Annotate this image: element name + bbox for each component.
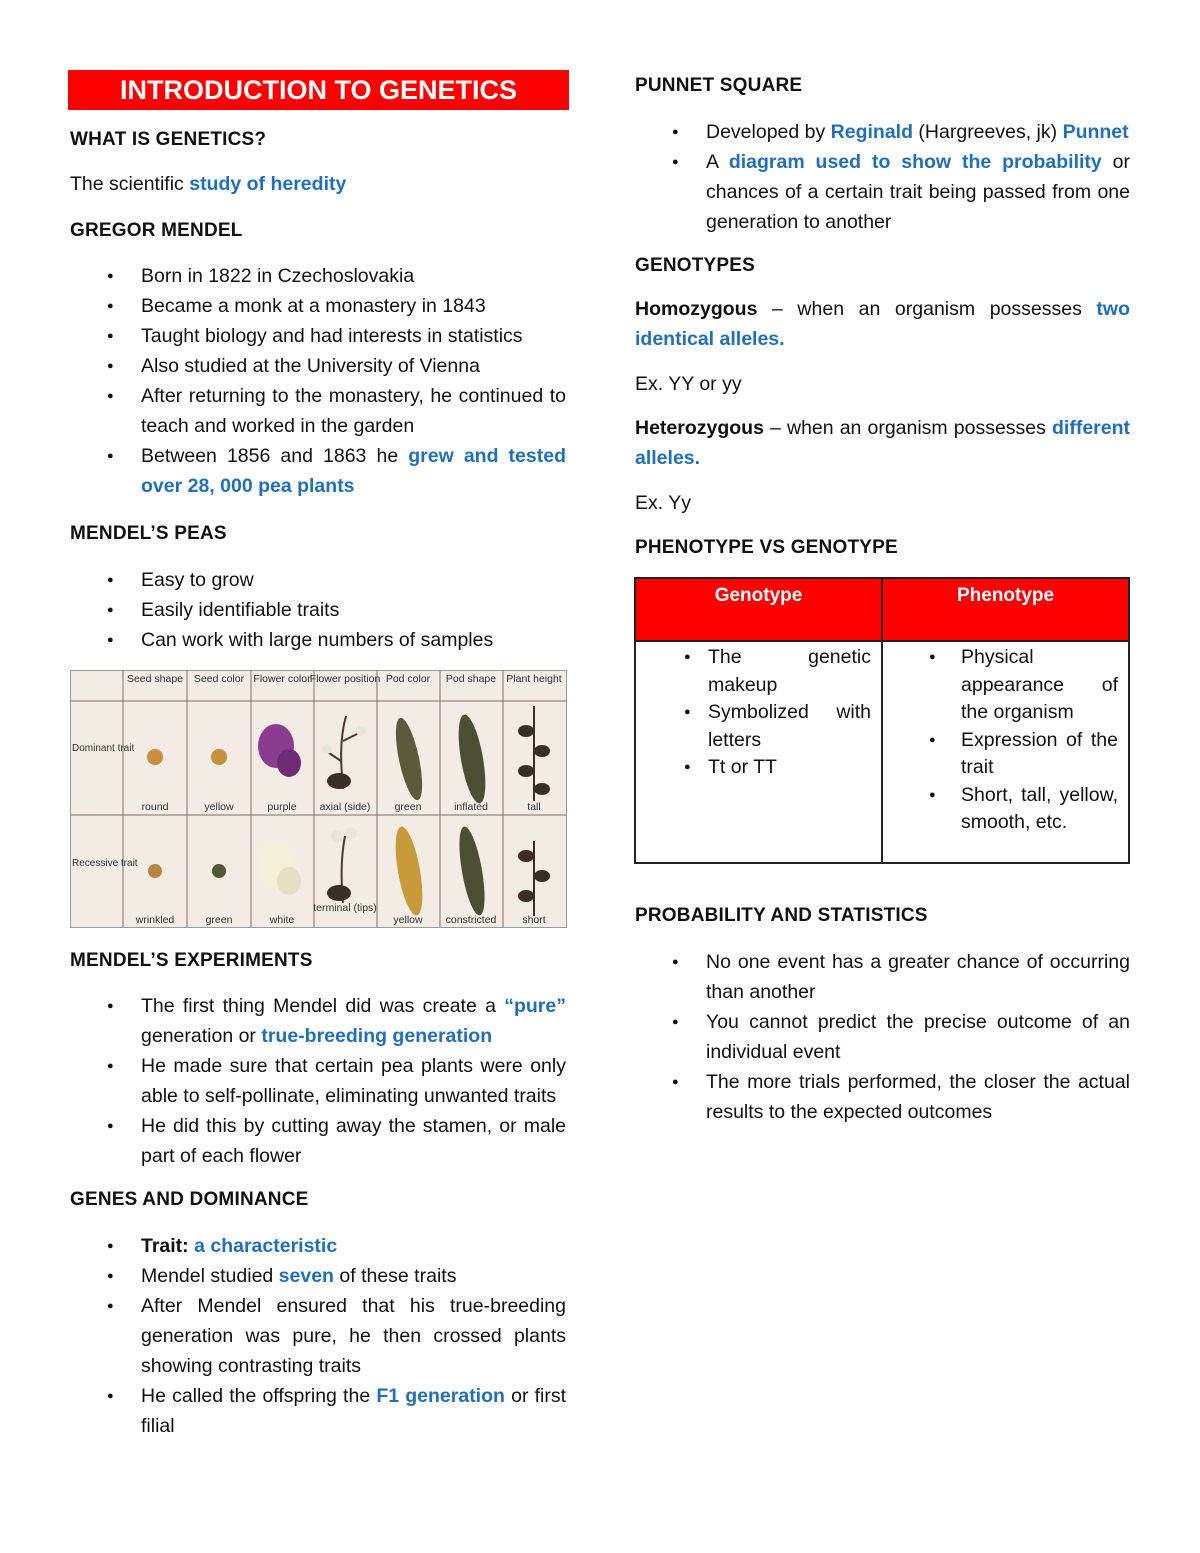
text-highlight: F1 generation <box>376 1385 505 1407</box>
fig-col-seed-shape: Seed shape <box>126 673 184 685</box>
trait-label: Trait: <box>141 1235 195 1257</box>
text-highlight: grew and tested over 28, 000 pea plants <box>141 445 566 497</box>
list-item: ● Born in 1822 in Czechoslovakia <box>70 261 566 291</box>
list-item: ● Short, tall, yellow, smooth, etc. <box>883 782 1118 837</box>
fig-rec-label: yellow <box>393 914 423 926</box>
heading-phenotype-vs-genotype: PHENOTYPE VS GENOTYPE <box>635 537 898 558</box>
list-item: ● Taught biology and had interests in statistics <box>70 321 566 351</box>
list-item <box>70 441 566 501</box>
axial-flower-plant-icon <box>322 716 366 789</box>
text-plain: of these traits <box>333 1265 457 1287</box>
text-highlight: a characteristic <box>194 1235 338 1257</box>
list-item <box>70 1261 566 1291</box>
heterozygous-example: Ex. Yy <box>635 492 691 514</box>
mendel-list <box>70 261 566 501</box>
list-item: ● You cannot predict the precise outcome of an individual event <box>635 1007 1130 1067</box>
text-plain: – when an organism possesses <box>763 417 1052 439</box>
list-item: ● Symbolized with letters <box>636 699 871 754</box>
text-plain: or chances of a certain trait being passed from one generation to another <box>706 151 1130 233</box>
heterozygous-label: Heterozygous <box>635 417 764 439</box>
fig-rec-label: short <box>522 914 546 926</box>
heterozygous-definition <box>635 414 1130 473</box>
text-highlight: study of heredity <box>189 173 347 195</box>
text-highlight: “pure” <box>504 995 566 1017</box>
fig-dom-label: round <box>141 801 169 813</box>
wrinkled-seed-icon <box>148 864 162 878</box>
phenotype-cell <box>882 641 1129 863</box>
heading-punnet-square: PUNNET SQUARE <box>635 75 803 96</box>
fig-row-recessive: Recessive trait <box>72 858 138 869</box>
heading-probability-and-statistics: PROBABILITY AND STATISTICS <box>635 905 928 926</box>
text-plain: – when an organism possesses <box>757 298 1097 320</box>
text-plain: A <box>706 151 729 173</box>
fig-dom-label: axial (side) <box>319 801 371 813</box>
fig-col-plant-height: Plant height <box>506 673 562 685</box>
heading-mendels-peas: MENDEL’S PEAS <box>70 523 227 544</box>
list-item: ● After Mendel ensured that his true-breeding generation was pure, he then crossed plants showing contrasting traits <box>70 1291 566 1381</box>
text-highlight: two identical alleles. <box>635 298 1130 350</box>
fig-dom-label: inflated <box>454 801 488 813</box>
pea-traits-svg <box>71 671 566 927</box>
homozygous-example: Ex. YY or yy <box>635 373 742 395</box>
text-plain: The first thing Mendel did was create a <box>141 995 505 1017</box>
yellow-pod-icon <box>390 825 427 917</box>
punnet-list <box>635 117 1130 237</box>
text-plain: Between 1856 and 1863 he <box>141 445 409 467</box>
text-plain: generation or <box>141 1025 262 1047</box>
short-plant-icon <box>519 841 549 916</box>
round-seed-icon <box>147 749 163 765</box>
list-item: ● Can work with large numbers of samples <box>70 625 566 655</box>
inflated-pod-icon <box>453 713 490 805</box>
list-item: ● The genetic makeup <box>636 644 871 699</box>
list-item: ● He did this by cutting away the stamen, or male part of each flower <box>70 1111 566 1171</box>
fig-dom-label: yellow <box>204 801 234 813</box>
fig-row-dominant: Dominant trait <box>72 743 135 754</box>
what-is-genetics-text <box>70 170 346 200</box>
list-item <box>70 1381 566 1441</box>
peas-list <box>70 565 566 655</box>
page-title: INTRODUCTION TO GENETICS <box>68 70 569 110</box>
text-plain: (Hargreeves, jk) <box>913 121 1063 143</box>
list-item: ● Easily identifiable traits <box>70 595 566 625</box>
homozygous-definition <box>635 295 1130 354</box>
table-header-phenotype: Phenotype <box>882 578 1129 641</box>
text-highlight: true-breeding generation <box>261 1025 493 1047</box>
fig-rec-label: white <box>269 914 295 926</box>
fig-rec-label: terminal (tips) <box>313 902 377 914</box>
phenotype-list <box>883 644 1118 837</box>
experiments-list <box>70 991 566 1171</box>
list-item: ● He made sure that certain pea plants were only able to self-pollinate, eliminating unwanted traits <box>70 1051 566 1111</box>
phenotype-genotype-table <box>634 577 1130 864</box>
list-item <box>70 991 566 1051</box>
green-pod-icon <box>390 716 427 802</box>
fig-dom-label: green <box>394 801 422 813</box>
list-item: ● The more trials performed, the closer the actual results to the expected outcomes <box>635 1067 1130 1127</box>
list-item: ● Easy to grow <box>70 565 566 595</box>
terminal-flower-plant-icon <box>327 827 357 903</box>
fig-col-pod-shape: Pod shape <box>445 673 497 685</box>
genotype-list <box>636 644 871 782</box>
list-item <box>635 147 1130 237</box>
text-plain: The scientific <box>70 173 190 195</box>
green-seed-icon <box>212 864 226 878</box>
text-highlight: diagram used to show the probability <box>728 151 1102 173</box>
text-highlight: seven <box>278 1265 334 1287</box>
white-flower-icon <box>258 844 301 895</box>
list-item: ● After returning to the monastery, he continued to teach and worked in the garden <box>70 381 566 441</box>
list-item: ● Also studied at the University of Vienna <box>70 351 566 381</box>
list-item: ● Became a monk at a monastery in 1843 <box>70 291 566 321</box>
heading-gregor-mendel: GREGOR MENDEL <box>70 220 243 241</box>
list-item: ● No one event has a greater chance of occurring than another <box>635 947 1130 1007</box>
list-item: ● Physical appearance of the organism <box>883 644 1118 727</box>
heading-genes-and-dominance: GENES AND DOMINANCE <box>70 1189 309 1210</box>
text-plain: or first filial <box>141 1385 567 1437</box>
purple-flower-icon <box>258 724 301 777</box>
homozygous-label: Homozygous <box>635 298 758 320</box>
probability-list <box>635 947 1130 1127</box>
text-plain: Developed by <box>706 121 831 143</box>
fig-dom-label: purple <box>267 801 297 813</box>
text-plain: Mendel studied <box>141 1265 279 1287</box>
table-header-genotype: Genotype <box>635 578 882 641</box>
fig-col-seed-color: Seed color <box>193 673 245 685</box>
fig-rec-label: green <box>205 914 233 926</box>
fig-col-pod-color: Pod color <box>385 673 431 685</box>
text-highlight: different alleles. <box>635 417 1130 469</box>
fig-rec-label: wrinkled <box>135 914 175 926</box>
fig-rec-label: constricted <box>445 914 497 926</box>
list-item <box>70 1231 566 1261</box>
fig-col-flower-color: Flower color <box>253 673 311 685</box>
tall-plant-icon <box>519 706 549 801</box>
list-item: ● Tt or TT <box>636 754 871 782</box>
text-highlight: Punnet <box>1062 121 1129 143</box>
heading-mendels-experiments: MENDEL’S EXPERIMENTS <box>70 950 313 971</box>
heading-genotypes: GENOTYPES <box>635 255 756 276</box>
text-highlight: Reginald <box>830 121 914 143</box>
list-item <box>635 117 1130 147</box>
heading-what-is-genetics: WHAT IS GENETICS? <box>70 129 267 150</box>
genotype-cell <box>635 641 882 863</box>
fig-col-flower-position: Flower position <box>309 673 381 685</box>
pea-traits-figure <box>70 670 567 928</box>
yellow-seed-icon <box>211 749 227 765</box>
constricted-pod-icon <box>454 825 489 917</box>
genes-list <box>70 1231 566 1441</box>
fig-dom-label: tall <box>527 801 541 813</box>
text-plain: He called the offspring the <box>141 1385 377 1407</box>
list-item: ● Expression of the trait <box>883 727 1118 782</box>
